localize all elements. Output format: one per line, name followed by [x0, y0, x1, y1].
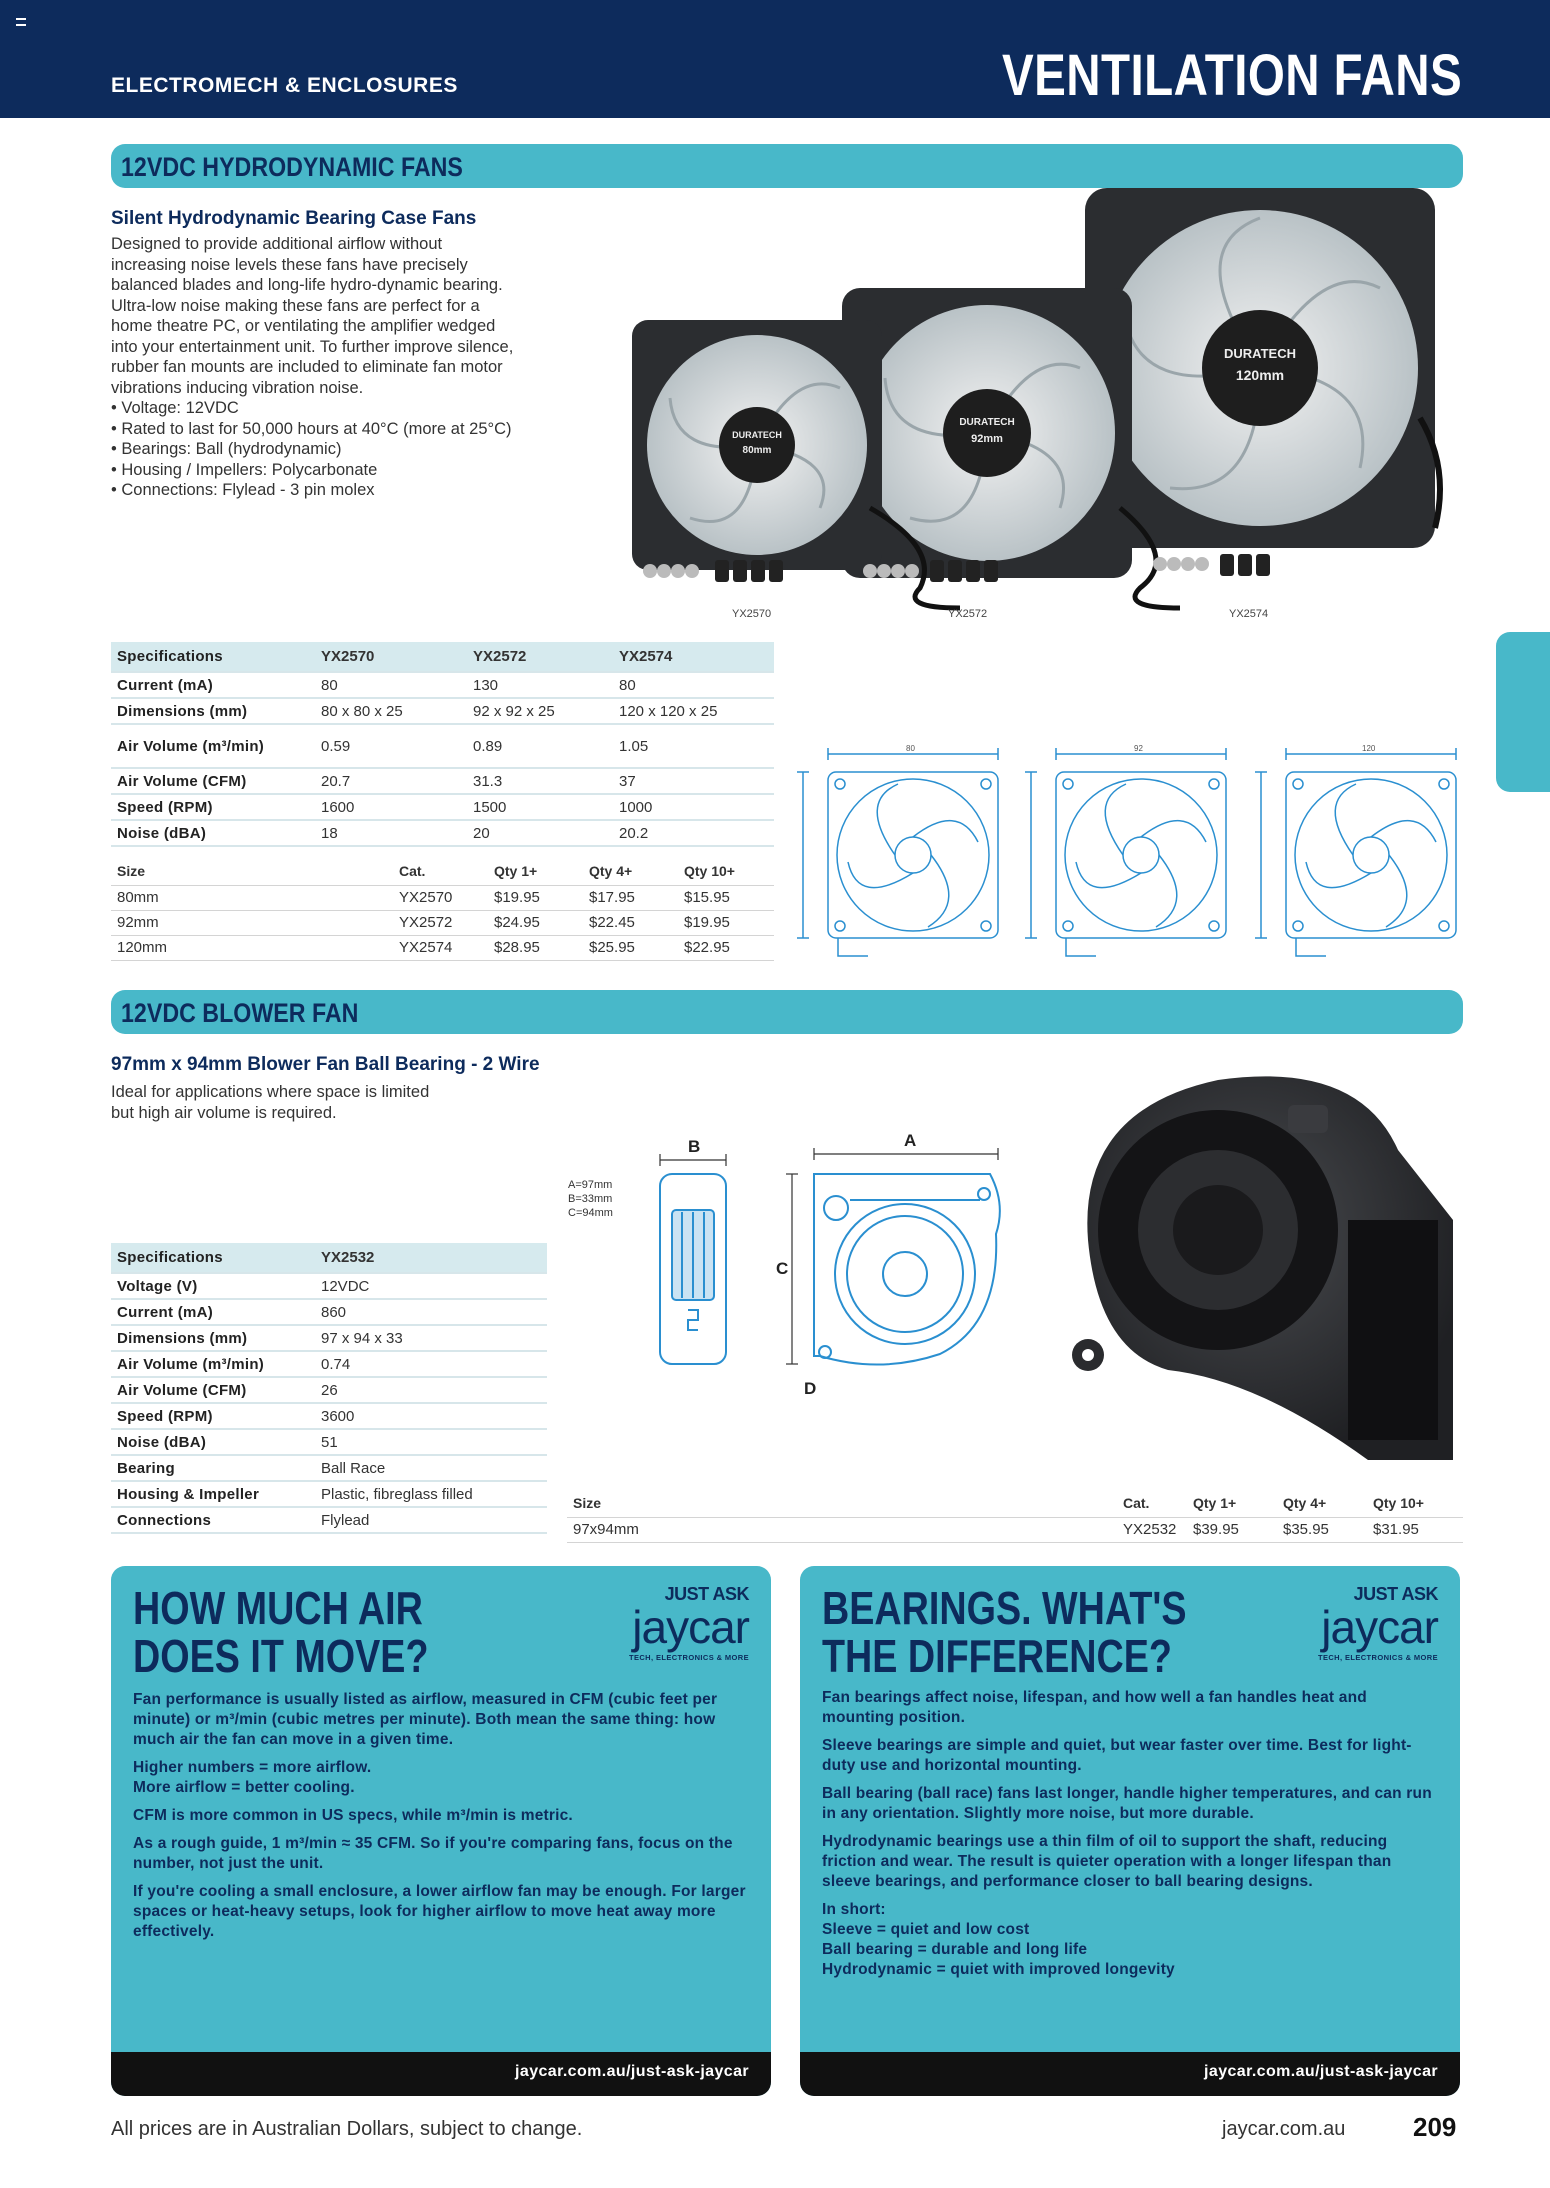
panel-paragraph: As a rough guide, 1 m³/min ≈ 35 CFM. So if you're comparing fans, focus on the number, not just the unit.	[133, 1835, 733, 1872]
table-header-cell: Qty 10+	[1367, 1490, 1463, 1517]
table-header-cell: Cat.	[1117, 1490, 1187, 1517]
spec-label: Air Volume (CFM)	[111, 768, 315, 794]
table-row	[111, 698, 774, 724]
feature-item: • Housing / Impellers: Polycarbonate	[111, 460, 512, 481]
blower-banner	[111, 990, 1463, 1034]
table-row	[111, 1429, 547, 1455]
table-row	[111, 1351, 547, 1377]
fan-92mm-image	[842, 288, 1132, 578]
spec-label: Noise (dBA)	[111, 820, 315, 846]
panel-bearings-link[interactable]: jaycar.com.au/just-ask-jaycar	[800, 2052, 1460, 2096]
table-row	[111, 724, 774, 768]
desc-line: into your entertainment unit. To further improve silence,	[111, 337, 514, 356]
spec-label: Air Volume (m³/min)	[111, 1351, 315, 1377]
table-header-row	[111, 642, 774, 672]
spec-value: 97 x 94 x 33	[315, 1325, 547, 1351]
logo-tagline: TECH, ELECTRONICS & MORE	[1317, 1653, 1438, 1662]
panel-title-line: HOW MUCH AIR	[133, 1582, 423, 1634]
desc-line: balanced blades and long-life hydro-dynamic bearing.	[111, 276, 503, 294]
jaycar-logo	[1268, 1584, 1438, 1662]
diagram-92mm	[1025, 748, 1226, 956]
table-header-cell: Qty 1+	[1187, 1490, 1277, 1517]
price-cat: YX2570	[393, 885, 488, 910]
spec-value: 1600	[315, 794, 467, 820]
spec-value: 3600	[315, 1403, 547, 1429]
dim-92-label: 92	[1134, 744, 1143, 753]
spec-value: 1.05	[613, 724, 774, 768]
table-header-cell: YX2574	[613, 642, 774, 672]
feature-item: • Voltage: 12VDC	[111, 398, 512, 419]
table-row	[111, 1403, 547, 1429]
price-disclaimer: All prices are in Australian Dollars, subject to change.	[111, 2118, 583, 2140]
table-row	[111, 885, 774, 910]
spec-value: Ball Race	[315, 1455, 547, 1481]
table-header-row	[111, 1243, 547, 1273]
panel-paragraph: Hydrodynamic bearings use a thin film of oil to support the shaft, reducing friction and wear. The result is quieter operation with a longer lifespan than sleeve bearings, and performance closer to ball bearing designs.	[822, 1833, 1392, 1890]
table-header-cell: Qty 4+	[1277, 1490, 1367, 1517]
blower-label-d: D	[804, 1379, 817, 1398]
caption-yx2572: YX2572	[948, 608, 988, 620]
spec-value: 860	[315, 1299, 547, 1325]
table-row	[111, 1325, 547, 1351]
jaycar-logo	[579, 1584, 749, 1662]
spec-value: 92 x 92 x 25	[467, 698, 613, 724]
price-qty10: $22.95	[678, 935, 774, 960]
desc-line: but high air volume is required.	[111, 1103, 337, 1122]
header-bar	[0, 0, 1550, 118]
hydro-description	[111, 234, 611, 398]
price-qty4: $25.95	[583, 935, 678, 960]
desc-line: rubber fan mounts are included to eliminate fan motor	[111, 358, 503, 376]
table-header-cell: YX2532	[315, 1243, 547, 1273]
footer-website-link[interactable]: jaycar.com.au	[1222, 2118, 1346, 2140]
fan-80mm-image	[632, 320, 882, 570]
spec-value: 0.74	[315, 1351, 547, 1377]
section-label: ELECTROMECH & ENCLOSURES	[111, 74, 458, 97]
table-header-cell: Cat.	[393, 858, 488, 885]
caption-yx2574: YX2574	[1229, 608, 1269, 620]
panel-airflow-link[interactable]: jaycar.com.au/just-ask-jaycar	[111, 2052, 771, 2096]
spec-value: 0.59	[315, 724, 467, 768]
table-header-cell: Size	[567, 1490, 1117, 1517]
table-header-cell: Qty 1+	[488, 858, 583, 885]
spec-value: 20.2	[613, 820, 774, 846]
table-row	[111, 1377, 547, 1403]
table-row	[111, 1481, 547, 1507]
blower-label-a: A	[904, 1131, 917, 1150]
spec-value: 51	[315, 1429, 547, 1455]
menu-icon[interactable]	[16, 18, 26, 26]
fan-80-size: 80mm	[742, 445, 772, 456]
panel-title-line: THE DIFFERENCE?	[822, 1630, 1172, 1682]
price-cat: YX2574	[393, 935, 488, 960]
spec-label: Dimensions (mm)	[111, 1325, 315, 1351]
feature-item: • Rated to last for 50,000 hours at 40°C (more at 25°C)	[111, 419, 512, 440]
page-title: VENTILATION FANS	[1001, 43, 1462, 108]
blower-dim-a: A=97mm	[568, 1179, 613, 1191]
panel-paragraph: Higher numbers = more airflow. More airflow = better cooling.	[133, 1759, 372, 1796]
table-header-row	[111, 858, 774, 885]
spec-label: Bearing	[111, 1455, 315, 1481]
spec-label: Speed (RPM)	[111, 1403, 315, 1429]
table-row	[111, 1299, 547, 1325]
hydro-spec-table	[111, 642, 774, 847]
blower-dim-c: C=94mm	[568, 1207, 613, 1219]
table-row	[111, 820, 774, 846]
blower-banner-text: 12VDC BLOWER FAN	[121, 998, 359, 1028]
spec-value: 18	[315, 820, 467, 846]
table-row	[111, 1507, 547, 1533]
blower-label-c: C	[776, 1259, 789, 1278]
blower-label-b: B	[688, 1137, 701, 1156]
panel-paragraph: If you're cooling a small enclosure, a lower airflow fan may be enough. For larger spaces or heat-heavy setups, look for higher airflow to move heat away more effectively.	[133, 1883, 746, 1940]
spec-value: Plastic, fibreglass filled	[315, 1481, 547, 1507]
table-header-cell: Qty 4+	[583, 858, 678, 885]
spec-value: 31.3	[467, 768, 613, 794]
fan-80-brand: DURATECH	[732, 430, 782, 440]
price-size: 80mm	[111, 885, 393, 910]
desc-line: Designed to provide additional airflow without	[111, 235, 443, 253]
fan-120mm-image	[1085, 188, 1440, 548]
panel-airflow-body	[133, 1690, 747, 1950]
price-size: 97x94mm	[567, 1517, 1117, 1542]
table-row	[567, 1517, 1463, 1542]
fan-dimension-diagrams	[788, 732, 1488, 962]
price-qty1: $24.95	[488, 910, 583, 935]
blower-side-view	[660, 1174, 726, 1364]
price-qty10: $31.95	[1367, 1517, 1463, 1542]
desc-line: increasing noise levels these fans have precisely	[111, 255, 468, 274]
price-qty4: $35.95	[1277, 1517, 1367, 1542]
price-cat: YX2532	[1117, 1517, 1187, 1542]
side-tab[interactable]	[1496, 632, 1550, 792]
table-row	[111, 672, 774, 698]
spec-label: Air Volume (m³/min)	[111, 724, 315, 768]
panel-paragraph: In short: Sleeve = quiet and low cost Ball bearing = durable and long life Hydrodynamic = quiet with improved longevity	[822, 1901, 1175, 1978]
table-header-cell: Specifications	[111, 642, 315, 672]
fan-92-size: 92mm	[971, 433, 1003, 445]
table-row	[111, 768, 774, 794]
table-row	[111, 1455, 547, 1481]
table-row	[111, 1273, 547, 1299]
logo-jaycar: jaycar	[1321, 1601, 1438, 1653]
desc-line: Ideal for applications where space is limited	[111, 1083, 430, 1101]
blower-spec-table	[111, 1243, 547, 1534]
price-qty1: $28.95	[488, 935, 583, 960]
panel-airflow	[111, 1566, 771, 2096]
hydro-feature-list	[111, 398, 512, 501]
panel-paragraph: Sleeve bearings are simple and quiet, but wear faster over time. Best for light-duty use and horizontal mounting.	[822, 1737, 1412, 1774]
spec-label: Connections	[111, 1507, 315, 1533]
spec-value: 1500	[467, 794, 613, 820]
spec-value: 130	[467, 672, 613, 698]
fan-120-size: 120mm	[1235, 367, 1285, 383]
dim-80-label: 80	[906, 744, 915, 753]
table-header-cell: Specifications	[111, 1243, 315, 1273]
hydro-banner-text: 12VDC HYDRODYNAMIC FANS	[121, 152, 463, 182]
price-qty4: $17.95	[583, 885, 678, 910]
table-header-cell: Size	[111, 858, 393, 885]
spec-value: 80	[613, 672, 774, 698]
panel-airflow-title	[133, 1584, 429, 1680]
blower-fan-photo	[1058, 1050, 1458, 1470]
feature-item: • Bearings: Ball (hydrodynamic)	[111, 439, 512, 460]
spec-value: 26	[315, 1377, 547, 1403]
panel-title-line: BEARINGS. WHAT'S	[822, 1582, 1187, 1634]
spec-label: Current (mA)	[111, 1299, 315, 1325]
spec-label: Housing & Impeller	[111, 1481, 315, 1507]
blower-price-table	[567, 1490, 1463, 1543]
spec-value: 12VDC	[315, 1273, 547, 1299]
spec-value: Flylead	[315, 1507, 547, 1533]
spec-value: 1000	[613, 794, 774, 820]
feature-item: • Connections: Flylead - 3 pin molex	[111, 480, 512, 501]
panel-paragraph: CFM is more common in US specs, while m³/min is metric.	[133, 1807, 573, 1824]
hydro-product-title: Silent Hydrodynamic Bearing Case Fans	[111, 208, 477, 229]
case-fans-photo	[620, 168, 1460, 638]
blower-dim-b: B=33mm	[568, 1193, 613, 1205]
panel-paragraph: Fan performance is usually listed as airflow, measured in CFM (cubic feet per minute) or m³/min (cubic metres per minute). Both mean the same thing: how much air the fan can move in a given time.	[133, 1691, 718, 1748]
blower-front-view	[814, 1174, 1000, 1365]
spec-label: Noise (dBA)	[111, 1429, 315, 1455]
spec-value: 20.7	[315, 768, 467, 794]
logo-just-ask: JUST ASK	[664, 1584, 749, 1604]
logo-just-ask: JUST ASK	[1353, 1584, 1438, 1604]
caption-yx2570: YX2570	[732, 608, 772, 620]
spec-value: 0.89	[467, 724, 613, 768]
spec-value: 20	[467, 820, 613, 846]
table-header-row	[567, 1490, 1463, 1517]
dim-120-label: 120	[1362, 744, 1376, 753]
price-cat: YX2572	[393, 910, 488, 935]
table-header-cell: Qty 10+	[678, 858, 774, 885]
spec-label: Voltage (V)	[111, 1273, 315, 1299]
price-size: 92mm	[111, 910, 393, 935]
spec-value: 37	[613, 768, 774, 794]
panel-title-line: DOES IT MOVE?	[133, 1630, 429, 1682]
desc-line: Ultra-low noise making these fans are perfect for a	[111, 296, 480, 315]
panel-bearings-title	[822, 1584, 1187, 1680]
spec-value: 80 x 80 x 25	[315, 698, 467, 724]
table-header-cell: YX2572	[467, 642, 613, 672]
blower-description	[111, 1082, 551, 1123]
spec-label: Air Volume (CFM)	[111, 1377, 315, 1403]
page-number: 209	[1413, 2112, 1457, 2142]
panel-paragraph: Fan bearings affect noise, lifespan, and how well a fan handles heat and mounting position.	[822, 1689, 1367, 1726]
panel-bearings-body	[822, 1688, 1436, 1988]
table-row	[111, 910, 774, 935]
spec-label: Speed (RPM)	[111, 794, 315, 820]
spec-value: 120 x 120 x 25	[613, 698, 774, 724]
desc-line: home theatre PC, or ventilating the amplifier wedged	[111, 317, 496, 335]
spec-value: 80	[315, 672, 467, 698]
spec-label: Dimensions (mm)	[111, 698, 315, 724]
panel-bearings	[800, 1566, 1460, 2096]
blower-dimension-diagram	[560, 1124, 1010, 1404]
price-qty10: $19.95	[678, 910, 774, 935]
price-qty1: $19.95	[488, 885, 583, 910]
price-qty1: $39.95	[1187, 1517, 1277, 1542]
diagram-80mm	[797, 748, 998, 956]
table-row	[111, 794, 774, 820]
panel-paragraph: Ball bearing (ball race) fans last longer, handle higher temperatures, and can run in any orientation. Slightly more noise, but more durable.	[822, 1785, 1432, 1822]
fan-120-brand: DURATECH	[1224, 346, 1296, 361]
price-size: 120mm	[111, 935, 393, 960]
blower-product-title: 97mm x 94mm Blower Fan Ball Bearing - 2 Wire	[111, 1054, 540, 1075]
desc-line: vibrations inducing vibration noise.	[111, 378, 364, 397]
table-row	[111, 935, 774, 960]
fan-92-brand: DURATECH	[959, 417, 1015, 428]
price-qty10: $15.95	[678, 885, 774, 910]
table-header-cell: YX2570	[315, 642, 467, 672]
price-qty4: $22.45	[583, 910, 678, 935]
diagram-120mm	[1255, 748, 1456, 956]
logo-tagline: TECH, ELECTRONICS & MORE	[628, 1653, 749, 1662]
hydro-price-table	[111, 858, 774, 961]
spec-label: Current (mA)	[111, 672, 315, 698]
logo-jaycar: jaycar	[632, 1601, 749, 1653]
